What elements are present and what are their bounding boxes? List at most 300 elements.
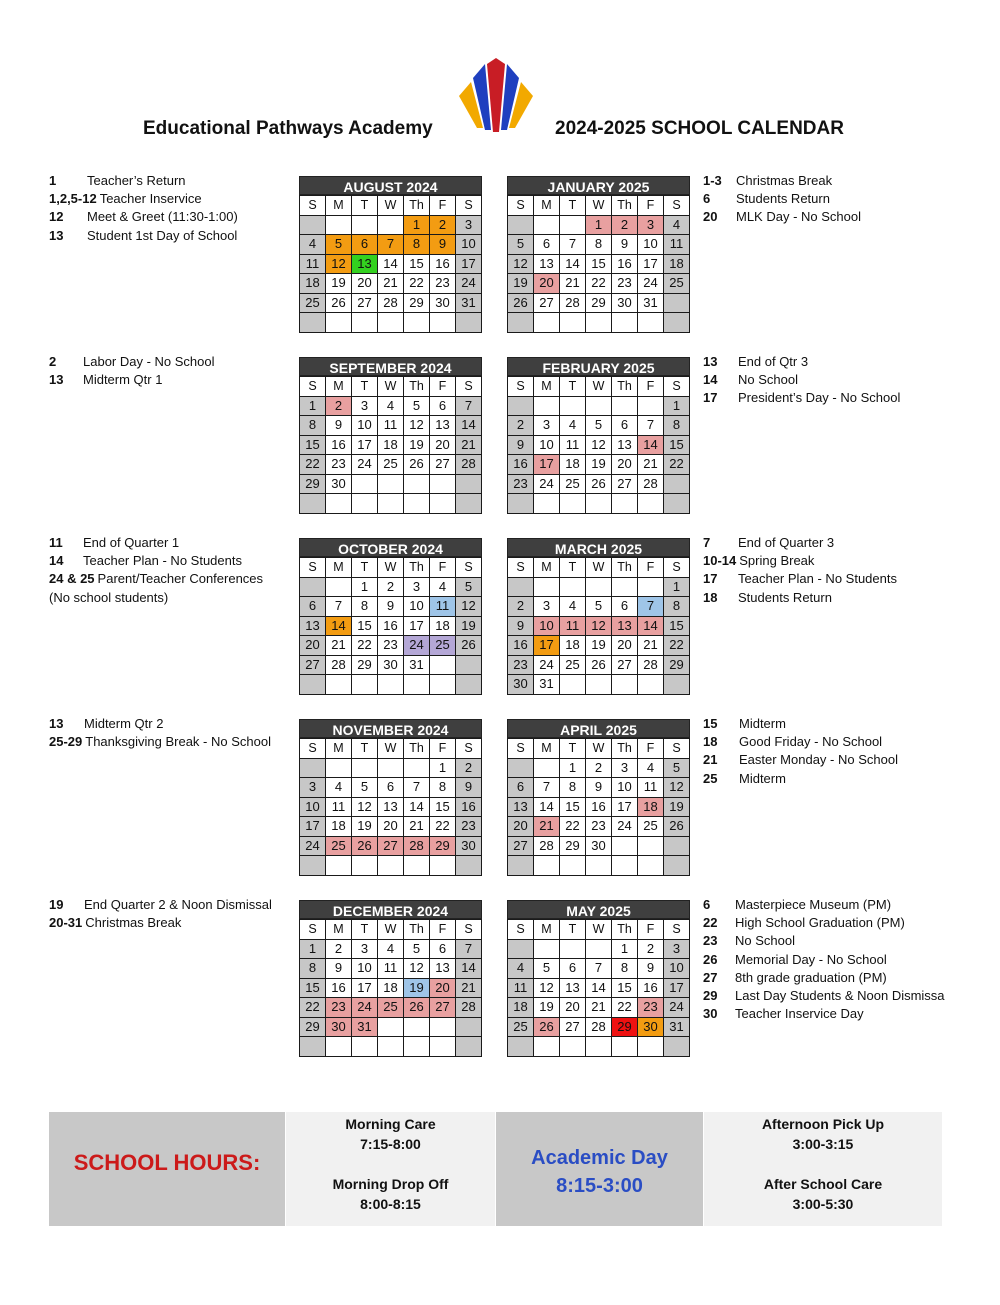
empty-day-cell (352, 215, 378, 235)
day-cell: 21 (326, 636, 352, 656)
month-september-2024 (299, 357, 482, 514)
day-cell: 23 (430, 274, 456, 294)
note-item (703, 190, 861, 208)
day-cell: 12 (664, 778, 690, 798)
empty-day-cell (300, 577, 326, 597)
day-cell: 6 (430, 939, 456, 959)
weekday-header: S (300, 920, 326, 940)
day-cell: 27 (612, 474, 638, 494)
day-cell: 25 (638, 817, 664, 837)
day-cell: 23 (612, 274, 638, 294)
note-date: 10-14 (703, 553, 737, 569)
day-cell: 10 (664, 959, 690, 979)
weekday-header: M (326, 739, 352, 759)
day-cell: 30 (430, 293, 456, 313)
note-date: 17 (703, 571, 718, 587)
empty-day-cell (430, 675, 456, 695)
day-cell: 19 (404, 978, 430, 998)
day-cell: 7 (638, 416, 664, 436)
note-date: 25-29 (49, 734, 83, 750)
school-hours-label-cell (49, 1112, 285, 1226)
weekday-header: S (300, 558, 326, 578)
weekday-header: T (560, 196, 586, 216)
day-cell: 23 (508, 655, 534, 675)
note-item (49, 353, 215, 371)
empty-day-cell (534, 577, 560, 597)
note-item (703, 371, 900, 389)
day-cell: 22 (300, 998, 326, 1018)
weekday-header: W (378, 377, 404, 397)
note-text: Christmas Break (85, 915, 182, 931)
weekday-header: M (534, 196, 560, 216)
day-cell: 28 (534, 836, 560, 856)
empty-day-cell (456, 313, 482, 333)
academic-day-time: 8:15-3:00 (556, 1175, 643, 1197)
academic-day-cell (496, 1112, 703, 1226)
day-cell: 21 (534, 817, 560, 837)
note-text: Student 1st Day of School (87, 227, 238, 243)
day-cell: 9 (326, 416, 352, 436)
note-text: 8th grade graduation (PM) (735, 969, 887, 985)
empty-day-cell (560, 939, 586, 959)
note-text: Last Day Students & Noon Dismissa (735, 988, 945, 1004)
note-date: 14 (49, 553, 64, 569)
day-cell: 31 (534, 675, 560, 695)
day-cell: 10 (300, 797, 326, 817)
empty-day-cell (300, 1037, 326, 1057)
day-cell: 1 (300, 396, 326, 416)
day-cell: 22 (300, 455, 326, 475)
day-cell: 29 (300, 1017, 326, 1037)
day-cell: 2 (326, 396, 352, 416)
day-cell: 26 (586, 655, 612, 675)
day-cell: 29 (586, 293, 612, 313)
weekday-header: S (300, 739, 326, 759)
day-cell: 14 (378, 254, 404, 274)
weekday-header: M (326, 377, 352, 397)
empty-day-cell (534, 1037, 560, 1057)
day-cell: 3 (352, 396, 378, 416)
day-cell: 6 (508, 778, 534, 798)
note-item (703, 1005, 945, 1023)
weekday-header: S (456, 558, 482, 578)
day-cell: 29 (430, 836, 456, 856)
day-cell: 16 (326, 978, 352, 998)
note-text: Teacher’s Return (87, 173, 186, 188)
note-text: Teacher Plan - No Students (738, 571, 897, 587)
day-cell: 4 (664, 215, 690, 235)
day-cell: 19 (586, 636, 612, 656)
weekday-header: M (326, 920, 352, 940)
note-item (49, 589, 263, 607)
calendar-title: 2024-2025 SCHOOL CALENDAR (555, 118, 844, 139)
weekday-header: W (378, 196, 404, 216)
day-cell: 10 (534, 435, 560, 455)
note-date: 17 (703, 390, 718, 406)
day-cell: 17 (300, 817, 326, 837)
note-date: 18 (703, 734, 718, 750)
note-text: End of Quarter 1 (83, 535, 180, 550)
note-text: Midterm Qtr 1 (83, 372, 163, 388)
note-date: 6 (703, 897, 711, 912)
day-cell: 30 (612, 293, 638, 313)
note-item (703, 896, 945, 914)
day-cell: 25 (300, 293, 326, 313)
month-december-2024 (299, 900, 482, 1057)
day-cell: 17 (664, 978, 690, 998)
empty-day-cell (430, 1037, 456, 1057)
day-cell: 26 (508, 293, 534, 313)
empty-day-cell (300, 313, 326, 333)
day-cell: 6 (560, 959, 586, 979)
note-item (703, 770, 898, 788)
empty-day-cell (326, 313, 352, 333)
day-cell: 24 (534, 655, 560, 675)
day-cell: 27 (534, 293, 560, 313)
note-item (49, 552, 263, 570)
weekday-header: M (326, 196, 352, 216)
empty-day-cell (612, 494, 638, 514)
empty-day-cell (404, 1017, 430, 1037)
weekday-header: M (534, 377, 560, 397)
day-cell: 31 (456, 293, 482, 313)
note-text: End of Quarter 3 (738, 535, 835, 550)
note-text: Meet & Greet (11:30-1:00) (87, 209, 238, 225)
weekday-header: S (456, 920, 482, 940)
note-text: Teacher Inservice Day (735, 1006, 864, 1022)
empty-day-cell (638, 396, 664, 416)
day-cell: 16 (326, 435, 352, 455)
day-cell: 1 (664, 577, 690, 597)
weekday-header: Th (612, 377, 638, 397)
empty-day-cell (508, 939, 534, 959)
day-cell: 13 (612, 616, 638, 636)
note-text: Spring Break (739, 553, 815, 569)
day-cell: 15 (352, 616, 378, 636)
weekday-header: W (586, 558, 612, 578)
month-title: AUGUST 2024 (299, 176, 482, 195)
day-cell: 29 (612, 1017, 638, 1037)
day-cell: 19 (352, 817, 378, 837)
weekday-header: F (638, 377, 664, 397)
weekday-header: T (560, 377, 586, 397)
day-cell: 2 (456, 758, 482, 778)
day-cell: 11 (430, 597, 456, 617)
empty-day-cell (612, 675, 638, 695)
day-cell: 24 (456, 274, 482, 294)
day-cell: 23 (586, 817, 612, 837)
day-cell: 16 (586, 797, 612, 817)
day-cell: 4 (300, 235, 326, 255)
empty-day-cell (404, 758, 430, 778)
school-hours-label: SCHOOL HOURS: (73, 1150, 261, 1175)
empty-day-cell (612, 856, 638, 876)
empty-day-cell (508, 758, 534, 778)
month-august-2024 (299, 176, 482, 333)
note-text: Midterm Qtr 2 (84, 716, 164, 731)
after-care-label: After School Care (763, 1176, 883, 1192)
notes-december (49, 896, 272, 932)
day-cell: 2 (508, 416, 534, 436)
empty-day-cell (664, 313, 690, 333)
note-date: 23 (703, 933, 718, 949)
weekday-header: S (664, 920, 690, 940)
day-cell: 11 (560, 435, 586, 455)
day-cell: 19 (586, 455, 612, 475)
day-cell: 23 (378, 636, 404, 656)
note-item (703, 751, 898, 769)
empty-day-cell (508, 215, 534, 235)
morning-care-time: 7:15-8:00 (360, 1136, 421, 1152)
empty-day-cell (404, 474, 430, 494)
day-cell: 26 (326, 293, 352, 313)
note-item (703, 172, 861, 190)
weekday-header: M (326, 558, 352, 578)
day-cell: 29 (404, 293, 430, 313)
academic-day-label: Academic Day (531, 1147, 668, 1169)
note-text: Students Return (738, 589, 832, 605)
note-text: MLK Day - No School (736, 209, 861, 225)
day-cell: 23 (326, 455, 352, 475)
day-cell: 1 (560, 758, 586, 778)
day-cell: 14 (560, 254, 586, 274)
day-cell: 9 (612, 235, 638, 255)
empty-day-cell (456, 675, 482, 695)
weekday-header: T (352, 196, 378, 216)
day-cell: 22 (560, 817, 586, 837)
day-cell: 18 (326, 817, 352, 837)
note-date: 22 (703, 915, 718, 931)
day-cell: 15 (430, 797, 456, 817)
month-october-2024 (299, 538, 482, 695)
day-cell: 3 (456, 215, 482, 235)
day-cell: 27 (300, 655, 326, 675)
note-date: 13 (49, 716, 64, 731)
day-cell: 18 (378, 435, 404, 455)
day-cell: 5 (456, 577, 482, 597)
day-cell: 9 (638, 959, 664, 979)
empty-day-cell (664, 293, 690, 313)
note-item (703, 733, 898, 751)
day-cell: 28 (638, 474, 664, 494)
month-title: SEPTEMBER 2024 (299, 357, 482, 376)
empty-day-cell (508, 856, 534, 876)
note-item (703, 715, 898, 733)
notes-may (703, 896, 945, 1023)
month-title: DECEMBER 2024 (299, 900, 482, 919)
day-cell: 19 (456, 616, 482, 636)
weekday-header: W (586, 739, 612, 759)
empty-day-cell (300, 675, 326, 695)
weekday-header: W (378, 558, 404, 578)
day-cell: 13 (612, 435, 638, 455)
day-cell: 31 (352, 1017, 378, 1037)
day-cell: 13 (300, 616, 326, 636)
day-cell: 25 (508, 1017, 534, 1037)
day-cell: 19 (508, 274, 534, 294)
note-item (49, 914, 272, 932)
weekday-header: T (352, 920, 378, 940)
empty-day-cell (326, 494, 352, 514)
empty-day-cell (456, 856, 482, 876)
weekday-header: M (534, 558, 560, 578)
day-cell: 4 (638, 758, 664, 778)
day-cell: 30 (326, 474, 352, 494)
day-cell: 9 (508, 435, 534, 455)
day-cell: 31 (664, 1017, 690, 1037)
day-cell: 2 (430, 215, 456, 235)
day-cell: 9 (326, 959, 352, 979)
day-cell: 21 (560, 274, 586, 294)
day-cell: 3 (534, 597, 560, 617)
day-cell: 11 (664, 235, 690, 255)
empty-day-cell (300, 856, 326, 876)
day-cell: 25 (430, 636, 456, 656)
day-cell: 19 (534, 998, 560, 1018)
empty-day-cell (638, 675, 664, 695)
empty-day-cell (326, 675, 352, 695)
empty-day-cell (664, 474, 690, 494)
day-cell: 20 (612, 636, 638, 656)
note-item (703, 570, 897, 588)
day-cell: 6 (352, 235, 378, 255)
weekday-header: S (664, 196, 690, 216)
day-cell: 5 (586, 416, 612, 436)
empty-day-cell (638, 313, 664, 333)
day-cell: 6 (378, 778, 404, 798)
day-cell: 13 (430, 959, 456, 979)
day-cell: 27 (560, 1017, 586, 1037)
day-cell: 13 (508, 797, 534, 817)
empty-day-cell (352, 474, 378, 494)
day-cell: 29 (300, 474, 326, 494)
day-cell: 24 (664, 998, 690, 1018)
empty-day-cell (534, 939, 560, 959)
weekday-header: Th (612, 920, 638, 940)
empty-day-cell (430, 1017, 456, 1037)
note-date: 2 (49, 354, 57, 369)
day-cell: 20 (352, 274, 378, 294)
day-cell: 15 (664, 435, 690, 455)
day-cell: 5 (404, 939, 430, 959)
month-title: NOVEMBER 2024 (299, 719, 482, 738)
weekday-header: S (508, 196, 534, 216)
weekday-header: Th (612, 558, 638, 578)
empty-day-cell (586, 1037, 612, 1057)
weekday-header: Th (404, 196, 430, 216)
day-cell: 21 (378, 274, 404, 294)
weekday-header: Th (612, 739, 638, 759)
day-cell: 7 (456, 396, 482, 416)
day-cell: 3 (612, 758, 638, 778)
day-cell: 8 (560, 778, 586, 798)
weekday-header: S (664, 739, 690, 759)
empty-day-cell (612, 1037, 638, 1057)
note-item (49, 371, 215, 389)
day-cell: 30 (378, 655, 404, 675)
empty-day-cell (560, 494, 586, 514)
day-cell: 2 (508, 597, 534, 617)
day-cell: 21 (456, 978, 482, 998)
empty-day-cell (326, 577, 352, 597)
day-cell: 7 (534, 778, 560, 798)
day-cell: 16 (612, 254, 638, 274)
note-date: 11 (49, 535, 63, 550)
empty-day-cell (378, 494, 404, 514)
day-cell: 8 (664, 416, 690, 436)
pickup-time: 3:00-3:15 (792, 1136, 854, 1152)
month-title: OCTOBER 2024 (299, 538, 482, 557)
note-date: 14 (703, 372, 718, 388)
empty-day-cell (612, 836, 638, 856)
month-april-2025 (507, 719, 690, 876)
day-cell: 11 (508, 978, 534, 998)
weekday-header: F (638, 920, 664, 940)
weekday-header: S (456, 739, 482, 759)
day-cell: 8 (664, 597, 690, 617)
day-cell: 29 (664, 655, 690, 675)
empty-day-cell (560, 1037, 586, 1057)
empty-day-cell (430, 313, 456, 333)
empty-day-cell (352, 675, 378, 695)
day-cell: 4 (326, 778, 352, 798)
empty-day-cell (404, 313, 430, 333)
weekday-header: Th (612, 196, 638, 216)
day-cell: 22 (404, 274, 430, 294)
day-cell: 6 (300, 597, 326, 617)
day-cell: 7 (456, 939, 482, 959)
day-cell: 18 (638, 797, 664, 817)
day-cell: 6 (534, 235, 560, 255)
note-item (703, 951, 945, 969)
weekday-header: M (534, 739, 560, 759)
day-cell: 20 (612, 455, 638, 475)
empty-day-cell (612, 396, 638, 416)
drop-off-label: Morning Drop Off (332, 1176, 449, 1192)
note-item (703, 353, 900, 371)
day-cell: 17 (404, 616, 430, 636)
day-cell: 4 (378, 396, 404, 416)
day-cell: 3 (534, 416, 560, 436)
school-hours-bar (49, 1112, 942, 1226)
day-cell: 5 (326, 235, 352, 255)
day-cell: 25 (378, 455, 404, 475)
note-item (49, 715, 271, 733)
day-cell: 27 (378, 836, 404, 856)
empty-day-cell (664, 494, 690, 514)
day-cell: 14 (456, 416, 482, 436)
day-cell: 20 (300, 636, 326, 656)
note-item (49, 227, 238, 245)
day-cell: 18 (560, 455, 586, 475)
note-text: Midterm (739, 716, 786, 731)
day-cell: 15 (300, 435, 326, 455)
day-cell: 12 (508, 254, 534, 274)
note-item (703, 987, 945, 1005)
note-text: High School Graduation (PM) (735, 915, 905, 931)
note-item (703, 914, 945, 932)
month-title: MAY 2025 (507, 900, 690, 919)
day-cell: 20 (508, 817, 534, 837)
note-text: End Quarter 2 & Noon Dismissal (84, 897, 272, 912)
empty-day-cell (508, 313, 534, 333)
weekday-header: S (456, 196, 482, 216)
notes-september (49, 353, 215, 389)
day-cell: 25 (378, 998, 404, 1018)
empty-day-cell (378, 313, 404, 333)
empty-day-cell (638, 494, 664, 514)
empty-day-cell (586, 494, 612, 514)
